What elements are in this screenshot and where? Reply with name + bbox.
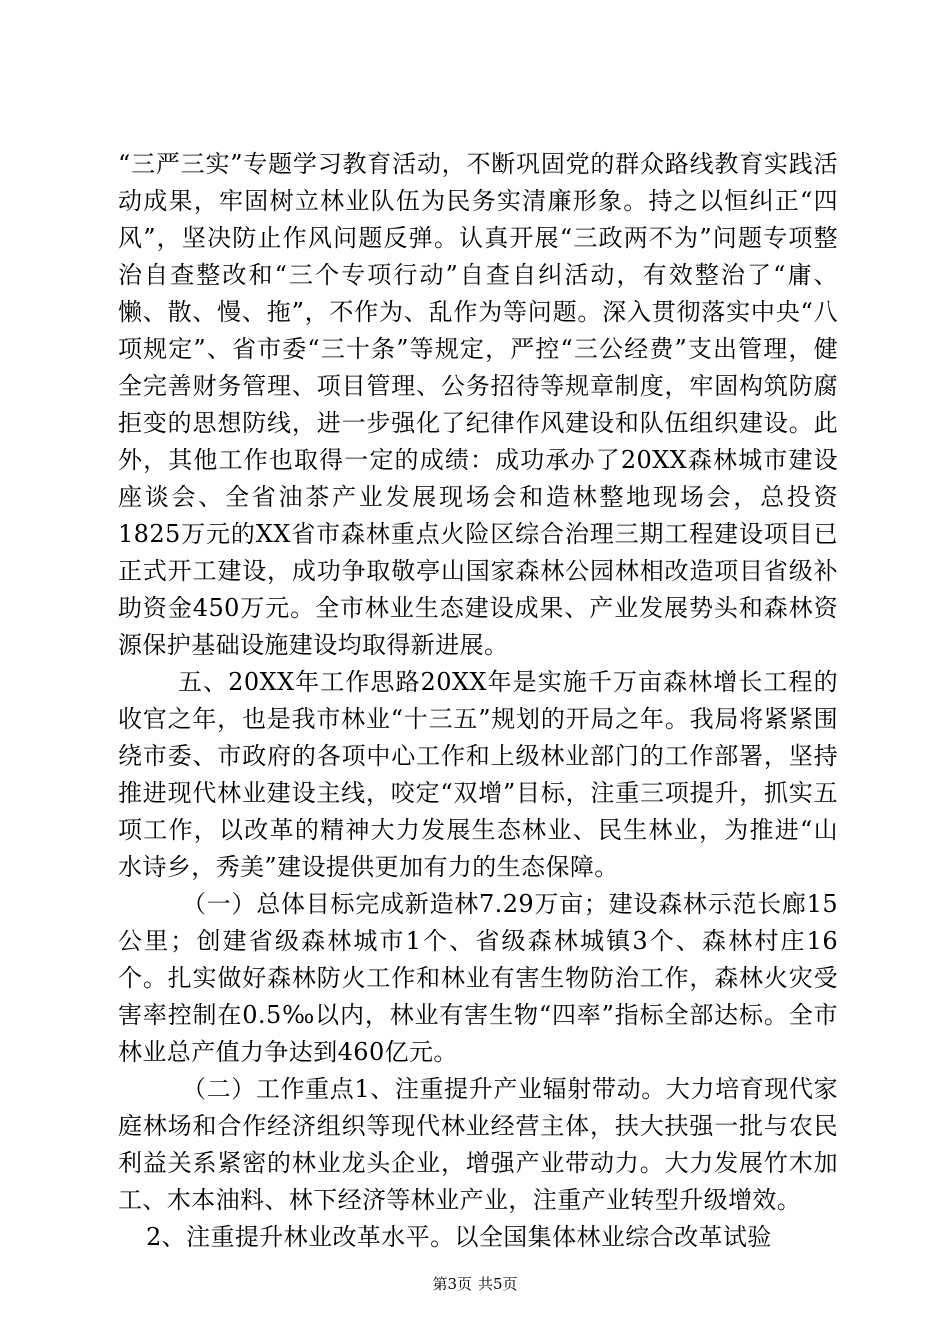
document-body bbox=[118, 146, 838, 1256]
paragraph-overall-goal: （一）总体目标完成新造林7.29万亩；建设森林示范长廊15公里；创建省级森林城市1个、省级森林城镇3个、森林村庄16个。扎实做好森林防火工作和林业有害生物防治工作，森林火灾受害率控制在0.5‰以内，林业有害生物“四率”指标全部达标。全市林业总产值力争达到460亿元。 bbox=[118, 890, 838, 1066]
page-number: 第3页 bbox=[432, 1275, 472, 1293]
paragraph-work-style: “三严三实”专题学习教育活动，不断巩固党的群众路线教育实践活动成果，牢固树立林业队伍为民务实清廉形象。持之以恒纠正“四风”，坚决防止作风问题反弹。认真开展“三政两不为”问题专项整治自查整改和“三个专项行动”自查自纠活动，有效整治了“庸、懒、散、慢、拖”，不作为、乱作为等问题。深入贯彻落实中央“八项规定”、省市委“三十条”等规定，严控“三公经费”支出管理，健全完善财务管理、项目管理、公务招待等规章制度，牢固构筑防腐拒变的思想防线，进一步强化了纪律作风建设和队伍组织建设。此外，其他工作也取得一定的成绩：成功承办了20XX森林城市建设座谈会、全省油茶产业发展现场会和造林整地现场会，总投资1825万元的XX省市森林重点火险区综合治理三期工程建设项目已正式开工建设，成功争取敬亭山国家森林公园林相改造项目省级补助资金450万元。全市林业生态建设成果、产业发展势头和森林资源保护基础设施建设均取得新进展。 bbox=[118, 150, 838, 659]
page-total: 共5页 bbox=[478, 1275, 518, 1293]
paragraph-work-focus: （二）工作重点1、注重提升产业辐射带动。大力培育现代家庭林场和合作经济组织等现代林业经营主体，扶大扶强一批与农民利益关系紧密的林业龙头企业，增强产业带动力。大力发展竹木加工、木本油料、林下经济等林业产业，注重产业转型升级增效。 bbox=[118, 1075, 838, 1214]
paragraph-work-plan: 五、20XX年工作思路20XX年是实施千万亩森林增长工程的收官之年，也是我市林业“十三五”规划的开局之年。我局将紧紧围绕市委、市政府的各项中心工作和上级林业部门的工作部署，坚持推进现代林业建设主线，咬定“双增”目标，注重三项提升，抓实五项工作，以改革的精神大力发展生态林业、民生林业，为推进“山水诗乡，秀美”建设提供更加有力的生态保障。 bbox=[118, 668, 838, 881]
paragraph-reform: 2、注重提升林业改革水平。以全国集体林业综合改革试验 bbox=[146, 1223, 772, 1251]
page-footer bbox=[0, 1274, 950, 1294]
